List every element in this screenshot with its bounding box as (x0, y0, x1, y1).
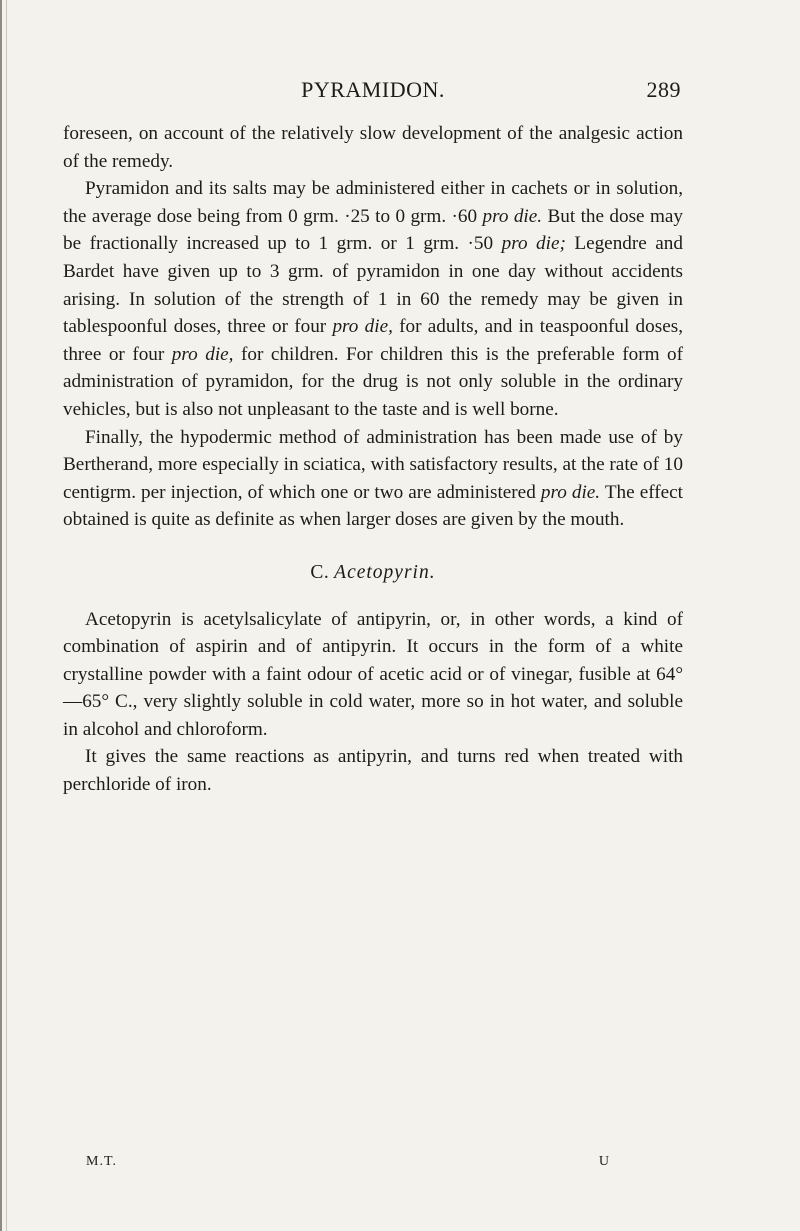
paragraph-3 (63, 424, 683, 534)
signature-mark: M.T. (86, 1154, 117, 1169)
paragraph-2-part-c: Legendre and Bardet have given up to 3 grm. of pyramidon in one day without accidents arising. In solution of the strength of 1 in 60 the remedy may be given in tablespoonful doses, three or four (63, 233, 683, 338)
page-edge-shadow (6, 0, 7, 1231)
paragraph-3-italic-1: pro die. (540, 481, 601, 503)
paragraph-2-italic-3: pro die, (332, 316, 393, 338)
section-letter: C. (310, 561, 330, 583)
running-head (63, 71, 683, 111)
paragraph-3-part-a: Finally, the hypodermic method of administration has been made use of by Bertherand, more especially in sciatica, with satisfactory results, at the rate of 10 centigrm. per injection, of which one or two are administered (63, 426, 683, 503)
page-number: 289 (646, 77, 681, 102)
page-content (63, 71, 683, 799)
paragraph-1: foreseen, on account of the relatively slow development of the analgesic action of the remedy. (63, 123, 683, 172)
paragraph-2-italic-4: pro die, (171, 343, 234, 365)
signature-letter: U (598, 1154, 610, 1169)
section-name: Acetopyrin. (334, 561, 436, 583)
paragraph-2-part-d: for adults, and in teaspoonful doses, three or four (63, 316, 683, 365)
running-head-title: PYRAMIDON. (301, 77, 445, 102)
paragraph-2-italic-2: pro die; (501, 233, 566, 255)
paragraph-2-italic-1: pro die. (482, 205, 543, 227)
paragraph-3-part-b: The effect obtained is quite as definite as when larger doses are given by the mouth. (63, 481, 684, 531)
paragraph-5: It gives the same reactions as antipyrin, and turns red when treated with perchloride of iron. (63, 746, 683, 796)
body-text (63, 120, 683, 799)
paragraph-2-part-b: But the dose may be fractionally increased up to 1 grm. or 1 grm. ·50 (63, 205, 683, 255)
paragraph-4: Acetopyrin is acetylsalicylate of antipyrin, or, in other words, a kind of combination of aspirin and of antipyrin. It occurs in the form of a white crystalline powder with a faint odour of acetic acid or of vinegar, fusible at 64°—65° C., very slightly soluble in cold water, more so in hot water, and soluble in alcohol and chloroform. (63, 608, 683, 740)
paragraph-2-part-a: Pyramidon and its salts may be administered either in cachets or in solution, the average dose being from 0 grm. ·25 to 0 grm. ·60 (63, 178, 683, 227)
paragraph-2-part-e: for children. For children this is the preferable form of administration of pyramidon, for the drug is not only soluble in the ordinary vehicles, but is also not unpleasant to the taste and is well borne. (63, 343, 683, 420)
page-edge (0, 0, 2, 1231)
paragraph-2 (63, 175, 683, 423)
section-heading (63, 559, 683, 587)
